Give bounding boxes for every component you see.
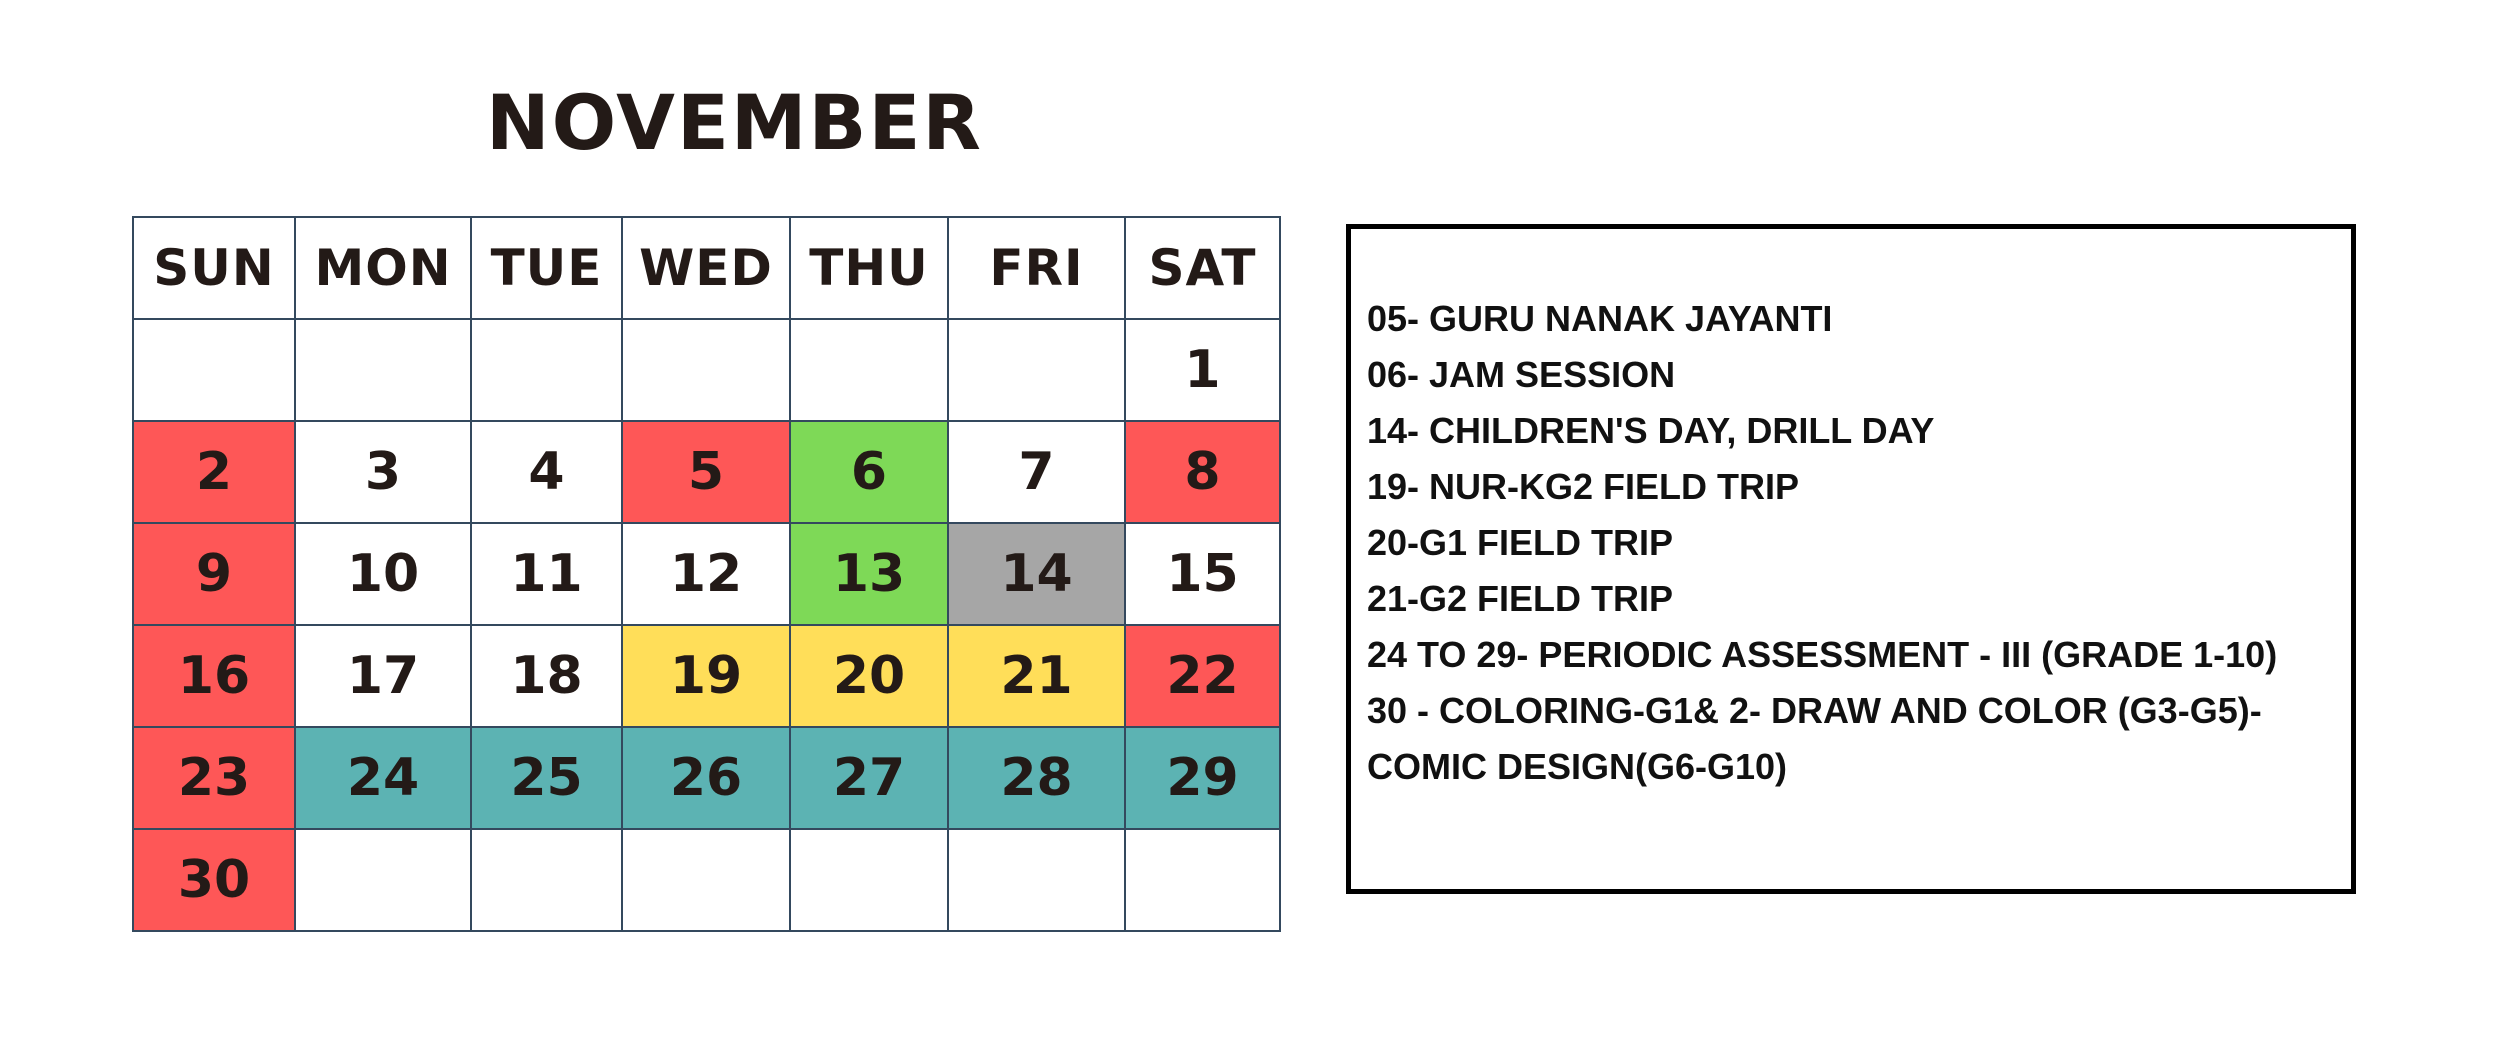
calendar-day-cell: 29 (1125, 727, 1280, 829)
calendar-day-cell: 8 (1125, 421, 1280, 523)
calendar-day-cell: 3 (295, 421, 471, 523)
calendar-day-cell: 5 (622, 421, 790, 523)
calendar-day-cell: 16 (133, 625, 295, 727)
calendar-day-cell: 6 (790, 421, 948, 523)
calendar-empty-cell (790, 319, 948, 421)
calendar-empty-cell (295, 319, 471, 421)
calendar-empty-cell (471, 829, 622, 931)
calendar-day-cell: 27 (790, 727, 948, 829)
event-item: 24 TO 29- PERIODIC ASSESSMENT - III (GRADE 1-10) (1367, 634, 2278, 675)
calendar-day-cell: 17 (295, 625, 471, 727)
calendar-day-cell: 28 (948, 727, 1125, 829)
calendar-day-cell: 9 (133, 523, 295, 625)
events-box (1346, 224, 2356, 894)
weekday-header-row (133, 217, 1280, 319)
calendar-day-cell: 4 (471, 421, 622, 523)
calendar-empty-cell (295, 829, 471, 931)
calendar-day-cell: 13 (790, 523, 948, 625)
calendar-day-cell: 14 (948, 523, 1125, 625)
event-item: 20-G1 FIELD TRIP (1367, 522, 1674, 563)
event-item: 30 - COLORING-G1& 2- DRAW AND COLOR (G3-G5)- (1367, 690, 2262, 731)
calendar-day-cell: 19 (622, 625, 790, 727)
weekday-header: SAT (1125, 217, 1280, 319)
calendar-day-cell: 25 (471, 727, 622, 829)
calendar-day-cell: 22 (1125, 625, 1280, 727)
calendar-empty-cell (948, 829, 1125, 931)
calendar-empty-cell (948, 319, 1125, 421)
calendar-day-cell: 20 (790, 625, 948, 727)
calendar-empty-cell (622, 319, 790, 421)
calendar-empty-cell (1125, 829, 1280, 931)
calendar-empty-cell (622, 829, 790, 931)
calendar-day-cell: 1 (1125, 319, 1280, 421)
calendar-empty-cell (133, 319, 295, 421)
calendar-day-cell: 18 (471, 625, 622, 727)
calendar-day-cell: 7 (948, 421, 1125, 523)
event-item: 06- JAM SESSION (1367, 354, 1676, 395)
month-title: NOVEMBER (486, 78, 983, 167)
calendar-day-cell: 15 (1125, 523, 1280, 625)
calendar-grid (132, 216, 1281, 932)
weekday-header: MON (295, 217, 471, 319)
calendar-day-cell: 10 (295, 523, 471, 625)
calendar-week-row (133, 421, 1280, 523)
calendar-empty-cell (471, 319, 622, 421)
weekday-header: THU (790, 217, 948, 319)
event-item: 14- CHILDREN'S DAY, DRILL DAY (1367, 410, 1935, 451)
calendar-day-cell: 23 (133, 727, 295, 829)
weekday-header: FRI (948, 217, 1125, 319)
calendar-day-cell: 30 (133, 829, 295, 931)
calendar-empty-cell (790, 829, 948, 931)
event-item: 21-G2 FIELD TRIP (1367, 578, 1674, 619)
calendar-day-cell: 24 (295, 727, 471, 829)
calendar-week-row (133, 829, 1280, 931)
calendar-day-cell: 2 (133, 421, 295, 523)
weekday-header: TUE (471, 217, 622, 319)
calendar-day-cell: 12 (622, 523, 790, 625)
calendar-day-cell: 11 (471, 523, 622, 625)
calendar-week-row (133, 523, 1280, 625)
calendar-day-cell: 21 (948, 625, 1125, 727)
calendar-week-row (133, 625, 1280, 727)
event-item: COMIC DESIGN(G6-G10) (1367, 746, 1788, 787)
event-item: 05- GURU NANAK JAYANTI (1367, 298, 1833, 339)
calendar-week-row (133, 727, 1280, 829)
calendar-week-row (133, 319, 1280, 421)
event-item: 19- NUR-KG2 FIELD TRIP (1367, 466, 1800, 507)
calendar-day-cell: 26 (622, 727, 790, 829)
weekday-header: SUN (133, 217, 295, 319)
weekday-header: WED (622, 217, 790, 319)
calendar-body (133, 319, 1280, 931)
